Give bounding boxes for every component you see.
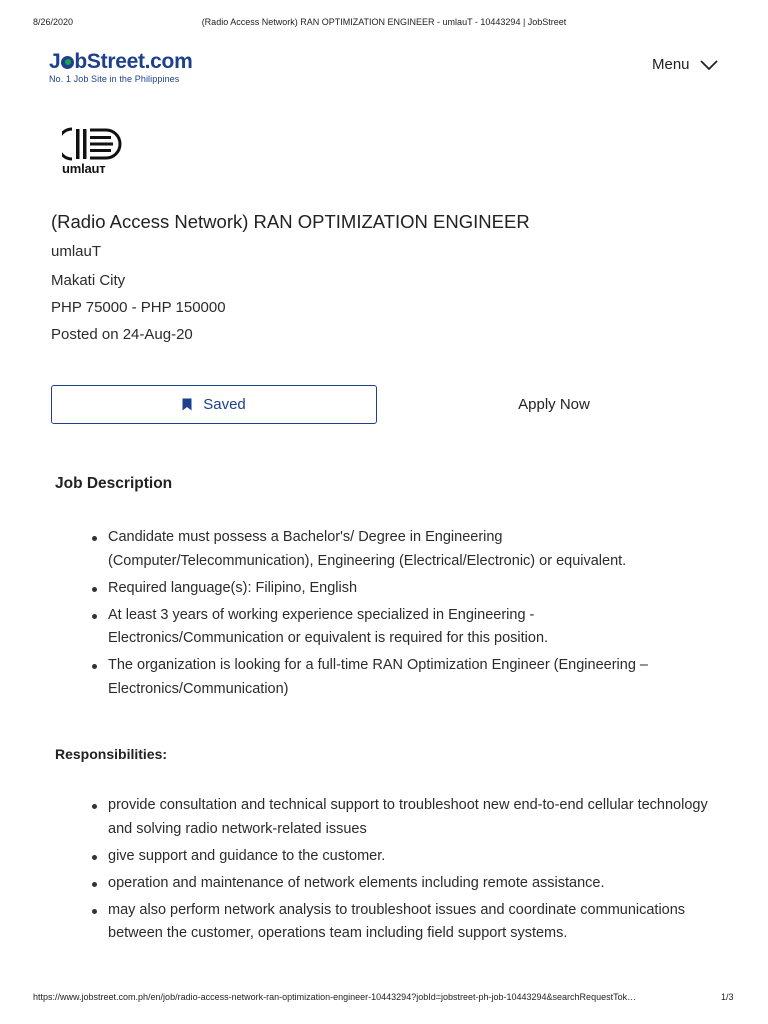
job-description-heading: Job Description xyxy=(55,475,173,492)
responsibilities-list xyxy=(90,794,710,949)
saved-label: Saved xyxy=(203,396,246,413)
list-item: may also perform network analysis to troubleshoot issues and coordinate communications between the customer, operations team including field support systems. xyxy=(90,899,710,946)
responsibilities-heading: Responsibilities: xyxy=(55,746,168,762)
apply-now-button[interactable] xyxy=(382,385,726,424)
print-date: 8/26/2020 xyxy=(33,17,74,27)
bookmark-icon xyxy=(182,398,192,411)
saved-button[interactable] xyxy=(51,385,377,424)
list-item: The organization is looking for a full-time RAN Optimization Engineer (Engineering – Electronics/Communication) xyxy=(90,654,710,701)
job-description-list xyxy=(90,526,710,705)
list-item: Candidate must possess a Bachelor's/ Degree in Engineering (Computer/Telecommunication), Engineering (Electrical/Electronic) or equivalent. xyxy=(90,526,710,573)
chevron-down-icon xyxy=(700,59,718,71)
logo-dot-icon xyxy=(61,56,74,69)
menu-label: Menu xyxy=(652,56,690,73)
list-item: provide consultation and technical support to troubleshoot new end-to-end cellular technology and solving radio network-related issues xyxy=(90,794,710,841)
print-footer xyxy=(0,992,768,1006)
print-page-title: (Radio Access Network) RAN OPTIMIZATION ENGINEER - umlauT - 10443294 | JobStreet xyxy=(201,17,567,27)
menu-button[interactable] xyxy=(652,56,718,73)
job-title: (Radio Access Network) RAN OPTIMIZATION ENGINEER xyxy=(51,211,530,232)
site-header xyxy=(0,44,768,94)
job-salary: PHP 75000 - PHP 150000 xyxy=(51,299,226,316)
logo-tagline: No. 1 Job Site in the Philippines xyxy=(49,74,180,84)
umlaut-mark-icon xyxy=(62,127,124,161)
posted-date: Posted on 24-Aug-20 xyxy=(51,326,193,343)
list-item: Required language(s): Filipino, English xyxy=(90,577,710,601)
company-name[interactable]: umlauT xyxy=(51,243,102,260)
print-url: https://www.jobstreet.com.ph/en/job/radio-access-network-ran-optimization-engineer-10443294?jobId=jobstreet-ph-job-10443294&searchRequestTok… xyxy=(33,992,637,1002)
apply-now-label: Apply Now xyxy=(518,396,590,413)
logo-wordmark: J bStreet.com xyxy=(49,50,193,73)
company-logo xyxy=(62,127,124,177)
list-item: At least 3 years of working experience specialized in Engineering - Electronics/Communication or equivalent is required for this position. xyxy=(90,604,710,651)
jobstreet-logo[interactable] xyxy=(49,51,192,84)
list-item: operation and maintenance of network elements including remote assistance. xyxy=(90,872,710,896)
company-logo-text: umlauт xyxy=(62,161,106,176)
job-location: Makati City xyxy=(51,272,126,289)
print-header xyxy=(0,17,768,31)
print-page-number: 1/3 xyxy=(721,992,734,1002)
list-item: give support and guidance to the customer. xyxy=(90,845,710,869)
